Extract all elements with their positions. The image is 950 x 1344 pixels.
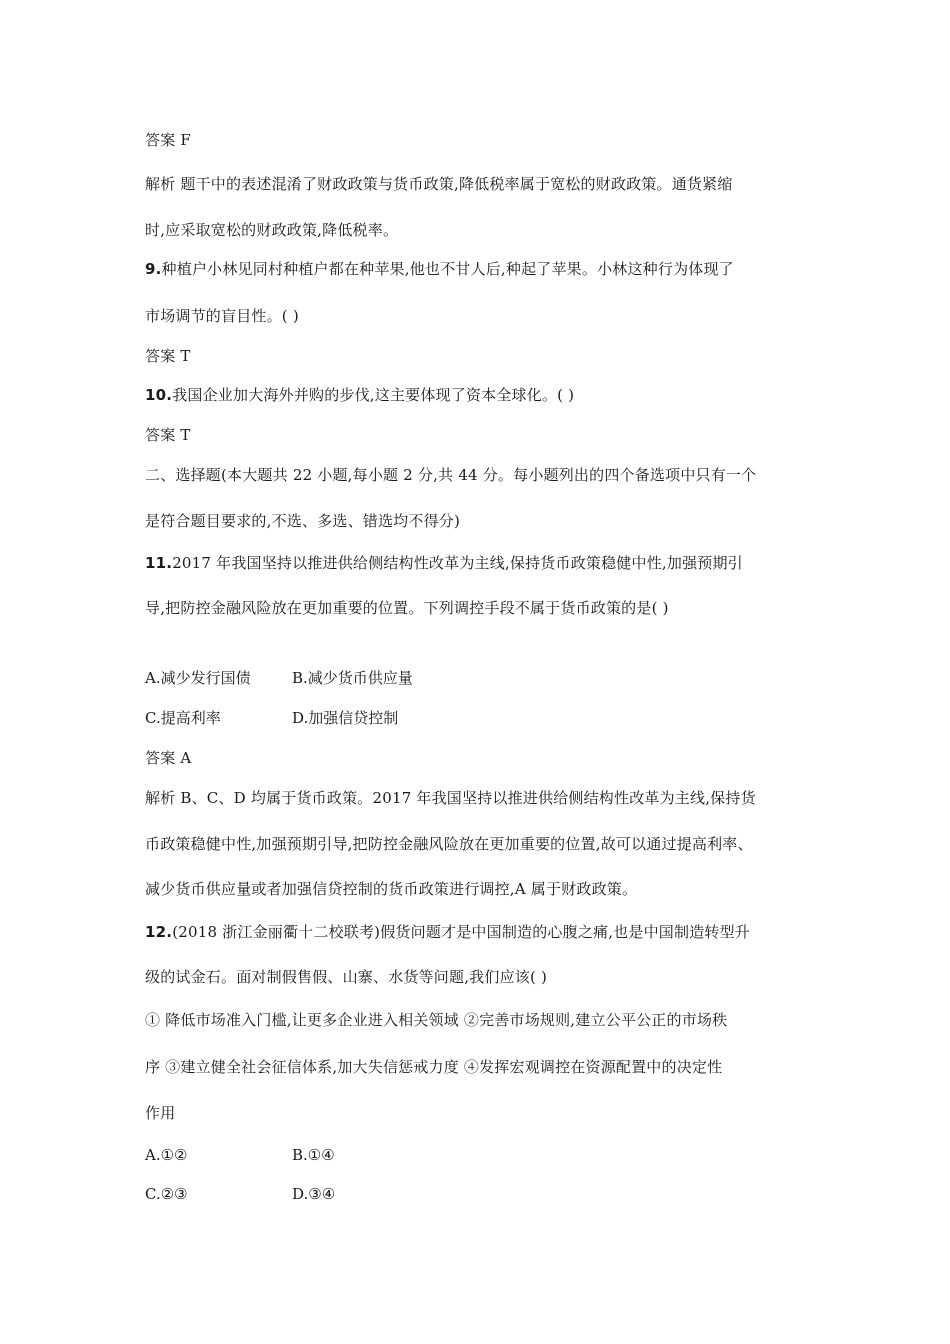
q12-option-b: B.①④ — [292, 1146, 335, 1164]
q11-answer: 答案 A — [145, 749, 192, 767]
question-9-text-line-2: 市场调节的盲目性。( ) — [145, 307, 299, 325]
question-12-text-line-1: (2018 浙江金丽衢十二校联考)假货问题才是中国制造的心腹之痛,也是中国制造转型升 — [172, 923, 751, 941]
q12-option-d: D.③④ — [292, 1185, 336, 1203]
question-9-number: 9. — [145, 260, 162, 278]
q12-items-line-2: 序 ③建立健全社会征信体系,加大失信惩戒力度 ④发挥宏观调控在资源配置中的决定性 — [145, 1058, 723, 1076]
q11-analysis-line-3: 减少货币供应量或者加强信贷控制的货币政策进行调控,A 属于财政政策。 — [145, 880, 638, 898]
question-12 — [145, 922, 750, 942]
question-12-text-line-2: 级的试金石。面对制假售假、山寨、水货等问题,我们应该( ) — [145, 968, 548, 986]
section-2-title-line-2: 是符合题目要求的,不选、多选、错选均不得分) — [145, 512, 461, 530]
question-11-text-line-1: 2017 年我国坚持以推进供给侧结构性改革为主线,保持货币政策稳健中性,加强预期引 — [172, 554, 743, 572]
q8-analysis-line-1: 解析 题干中的表述混淆了财政政策与货币政策,降低税率属于宽松的财政政策。通货紧缩 — [145, 175, 733, 193]
q12-option-a: A.①② — [145, 1146, 188, 1164]
q12-items-line-1: ① 降低市场准入门槛,让更多企业进入相关领域 ②完善市场规则,建立公平公正的市场秩 — [145, 1011, 728, 1029]
q12-option-c: C.②③ — [145, 1185, 188, 1203]
q11-analysis-line-2: 币政策稳健中性,加强预期引导,把防控金融风险放在更加重要的位置,故可以通过提高利率、 — [145, 835, 753, 853]
section-2-title-line-1: 二、选择题(本大题共 22 小题,每小题 2 分,共 44 分。每小题列出的四个备选项中只有一个 — [145, 466, 757, 484]
q11-option-d: D.加强信贷控制 — [292, 709, 399, 727]
q11-analysis-line-1: 解析 B、C、D 均属于货币政策。2017 年我国坚持以推进供给侧结构性改革为主线,保持货 — [145, 789, 756, 807]
q8-answer: 答案 F — [145, 131, 191, 149]
question-10 — [145, 385, 574, 405]
question-11-text-line-2: 导,把防控金融风险放在更加重要的位置。下列调控手段不属于货币政策的是( ) — [145, 599, 669, 617]
question-11 — [145, 553, 743, 573]
q11-option-c: C.提高利率 — [145, 709, 221, 727]
question-12-number: 12. — [145, 923, 173, 941]
q11-option-a: A.减少发行国债 — [145, 669, 251, 687]
q11-option-b: B.减少货币供应量 — [292, 669, 413, 687]
question-10-text: 我国企业加大海外并购的步伐,这主要体现了资本全球化。( ) — [172, 386, 575, 404]
question-11-number: 11. — [145, 554, 173, 572]
q9-answer: 答案 T — [145, 347, 191, 365]
q12-items-line-3: 作用 — [145, 1104, 176, 1122]
question-10-number: 10. — [145, 386, 173, 404]
question-9 — [145, 259, 734, 279]
question-9-text-line-1: 种植户小林见同村种植户都在种苹果,他也不甘人后,种起了苹果。小林这种行为体现了 — [161, 260, 734, 278]
q8-analysis-line-2: 时,应采取宽松的财政政策,降低税率。 — [145, 221, 399, 239]
q10-answer: 答案 T — [145, 426, 191, 444]
